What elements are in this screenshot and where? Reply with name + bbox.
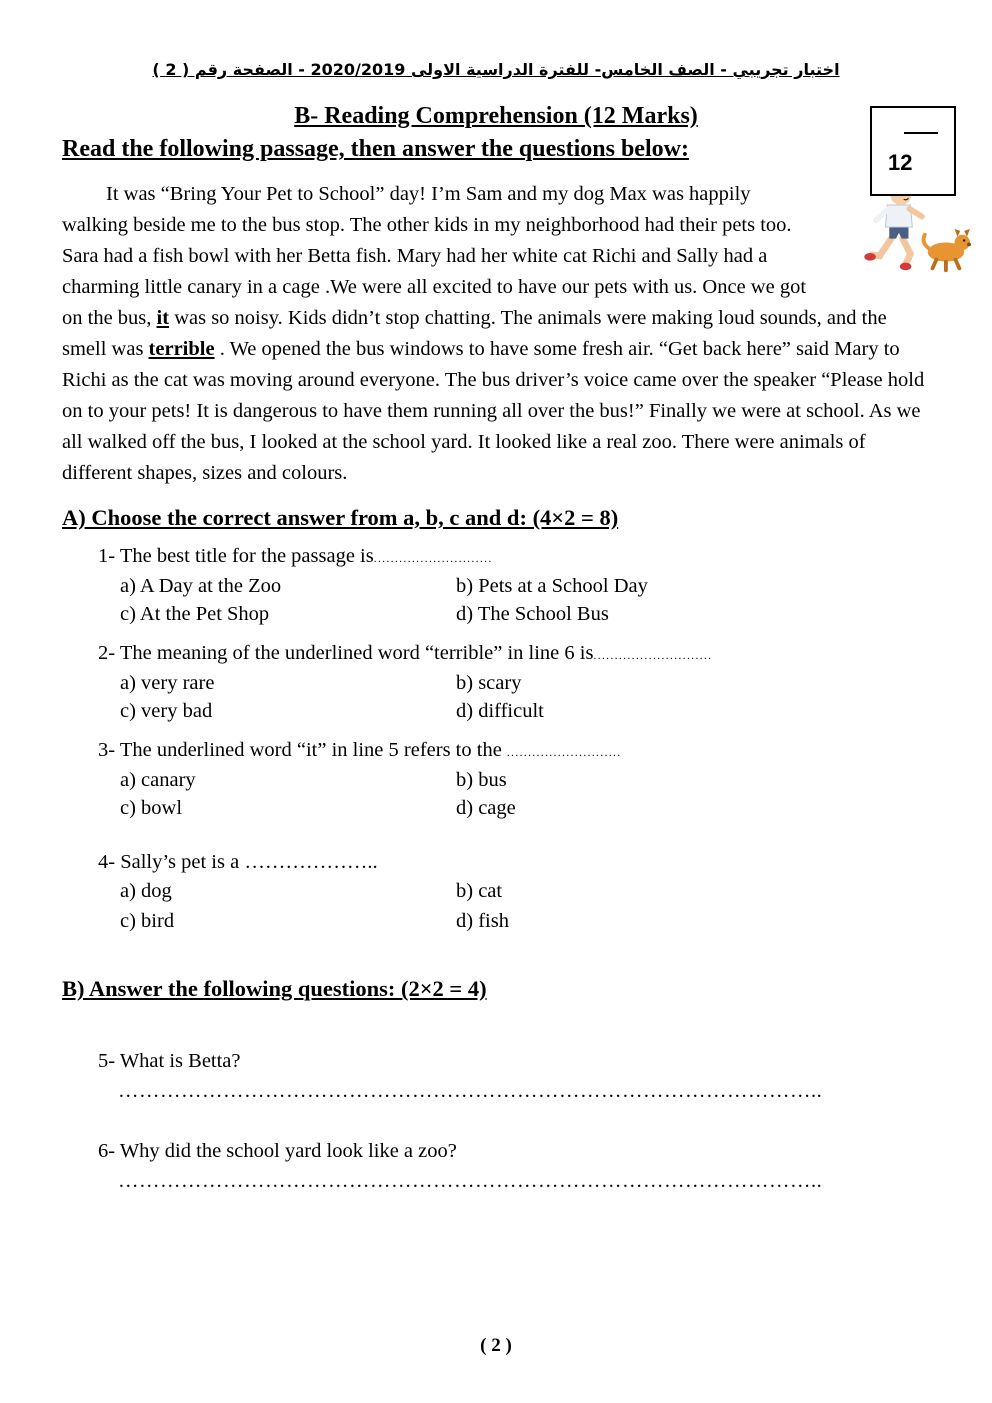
option-b: b) cat (456, 880, 503, 902)
question-text: 3- The underlined word “it” in line 5 refers to the (98, 739, 507, 761)
question-text: 1- The best title for the passage is (98, 545, 374, 567)
question-6 (62, 1136, 934, 1196)
passage (62, 179, 934, 489)
passage-segment: It was “Bring Your Pet to School” day! I’m Sam and my dog Max was happily walking beside me to the bus stop. The other kids in my neighborhood had their pets too. Sara had a fish bowl with her Betta fish. Mary had her white cat Richi and Sally had a charming little canary in a cage .We were all excited to have our pets with us. Once we got on the bus, (62, 183, 807, 329)
page-number: ( 2 ) (480, 1335, 512, 1356)
option-a: a) dog (120, 880, 172, 902)
score-box (870, 106, 956, 196)
dotted-blank: ............................ (373, 553, 493, 565)
option-c: c) very bad (120, 699, 213, 722)
instruction-heading: Read the following passage, then answer the questions below: (62, 136, 689, 162)
option-c: c) bowl (120, 796, 183, 819)
section-b-heading: B) Answer the following questions: (2×2 = 4) (62, 976, 487, 1001)
option-d: d) The School Bus (456, 602, 609, 625)
dotted-blank: ............................ (593, 650, 713, 662)
option-d: d) fish (456, 910, 509, 932)
question-3 (62, 736, 934, 822)
question-4 (62, 848, 934, 936)
option-d: d) difficult (456, 699, 544, 722)
page-content (0, 136, 992, 1196)
underlined-word-terrible: terrible (148, 338, 215, 360)
question-2 (62, 639, 934, 725)
passage-segment: was so noisy. Kids didn’t stop chatting. The animals were making loud sounds, and the smell was (62, 307, 887, 360)
option-c: c) At the Pet Shop (120, 602, 270, 625)
option-b: b) Pets at a School Day (456, 575, 648, 597)
option-c: c) bird (120, 910, 175, 932)
score-blank-line (904, 132, 938, 134)
option-a: a) very rare (120, 672, 215, 694)
question-text: 6- Why did the school yard look like a zoo? (98, 1140, 457, 1162)
option-a: a) canary (120, 769, 196, 791)
arabic-header-text: اختبار تجريبي - الصف الخامس- للفترة الدراسية الاولى 2020/2019 - الصفحة رقم ( 2 ) (152, 60, 840, 79)
option-b: b) bus (456, 769, 507, 791)
dotted-blank: ........................... (506, 747, 622, 759)
option-b: b) scary (456, 672, 522, 694)
question-text: 2- The meaning of the underlined word “terrible” in line 6 is (98, 642, 594, 664)
question-1 (62, 542, 934, 628)
arabic-header (0, 0, 992, 79)
page-title: B- Reading Comprehension (12 Marks) (294, 103, 698, 129)
section-a-heading: A) Choose the correct answer from a, b, c and d: (4×2 = 8) (62, 505, 619, 530)
score-value: 12 (888, 150, 913, 175)
question-5 (62, 1046, 934, 1106)
answer-line: ……………………………………………………………………………………….. (118, 1080, 823, 1102)
question-text: 4- Sally’s pet is a ……………….. (98, 851, 378, 873)
underlined-word-it: it (156, 307, 170, 329)
option-a: a) A Day at the Zoo (120, 575, 282, 597)
option-d: d) cage (456, 796, 516, 819)
question-text: 5- What is Betta? (98, 1050, 241, 1072)
passage-segment: . We opened the bus windows to have some fresh air. “Get back here” said Mary to Richi as the cat was moving around everyone. The bus driver’s voice came over the speaker “Please hold on to your pets! It is dangerous to have them running all over the bus!” Finally we were at school. As we all walked off the bus, I looked at the school yard. It looked like a real zoo. There were animals of different shapes, sizes and colours. (62, 338, 925, 484)
answer-line: ……………………………………………………………………………………….. (118, 1170, 823, 1192)
